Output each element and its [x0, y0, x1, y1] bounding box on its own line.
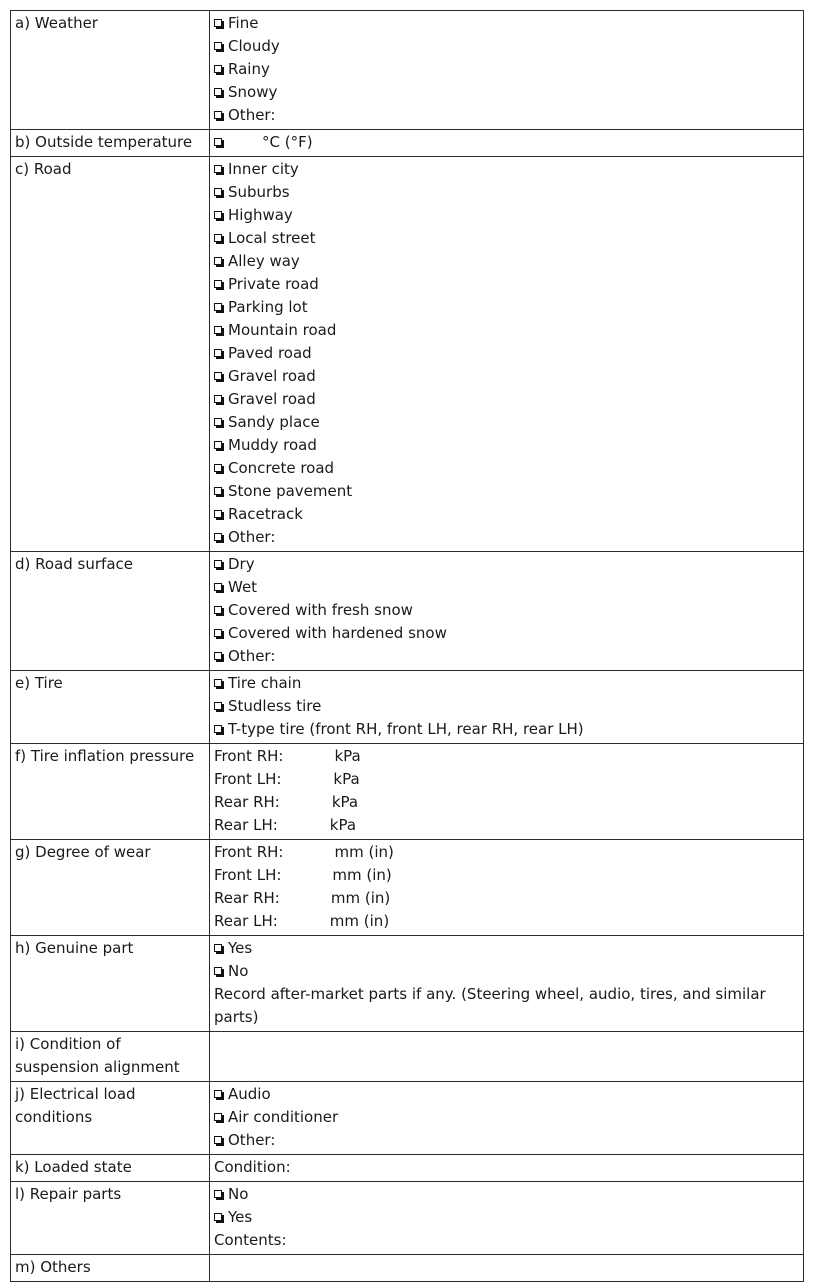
checkbox-icon[interactable]: [214, 967, 222, 975]
checkbox-icon[interactable]: [214, 111, 222, 119]
row-fields: [210, 840, 804, 936]
checkbox-option[interactable]: Gravel road: [214, 388, 799, 411]
row-value-empty[interactable]: [210, 1032, 804, 1082]
row-options: [210, 1182, 804, 1255]
checkbox-option[interactable]: Other:: [214, 645, 799, 668]
row-loaded-state: [11, 1155, 804, 1182]
checkbox-option[interactable]: Concrete road: [214, 457, 799, 480]
checkbox-icon[interactable]: [214, 19, 222, 27]
checkbox-option[interactable]: Studless tire: [214, 695, 799, 718]
row-options: [210, 552, 804, 671]
checkbox-icon[interactable]: [214, 1213, 222, 1221]
wear-field[interactable]: Rear LH: mm (in): [214, 912, 390, 930]
checkbox-icon[interactable]: [214, 1090, 222, 1098]
checkbox-option[interactable]: Fine: [214, 12, 799, 35]
checkbox-option[interactable]: Highway: [214, 204, 799, 227]
checkbox-icon[interactable]: [214, 303, 222, 311]
checkbox-option[interactable]: No: [214, 1183, 799, 1206]
row-label: g) Degree of wear: [11, 840, 210, 936]
inspection-table: [10, 10, 804, 1282]
row-label: i) Condition of suspension alignment: [11, 1032, 210, 1082]
wear-field[interactable]: Front RH: mm (in): [214, 843, 394, 861]
row-repair-parts: [11, 1182, 804, 1255]
checkbox-option[interactable]: Dry: [214, 553, 799, 576]
checkbox-option[interactable]: Alley way: [214, 250, 799, 273]
row-label: a) Weather: [11, 11, 210, 130]
checkbox-option[interactable]: Other:: [214, 104, 799, 127]
checkbox-option[interactable]: Muddy road: [214, 434, 799, 457]
checkbox-option[interactable]: Snowy: [214, 81, 799, 104]
checkbox-icon[interactable]: [214, 234, 222, 242]
checkbox-option[interactable]: Paved road: [214, 342, 799, 365]
row-outside-temperature: [11, 130, 804, 157]
row-value-empty[interactable]: [210, 1255, 804, 1282]
checkbox-icon[interactable]: [214, 418, 222, 426]
checkbox-icon[interactable]: [214, 702, 222, 710]
pressure-field[interactable]: Rear RH: kPa: [214, 793, 359, 811]
row-degree-of-wear: [11, 840, 804, 936]
row-options: [210, 157, 804, 552]
row-label: h) Genuine part: [11, 936, 210, 1032]
checkbox-icon[interactable]: [214, 1113, 222, 1121]
checkbox-icon[interactable]: [214, 606, 222, 614]
row-electrical-load: [11, 1082, 804, 1155]
row-label: l) Repair parts: [11, 1182, 210, 1255]
row-options: [210, 1082, 804, 1155]
checkbox-option[interactable]: Local street: [214, 227, 799, 250]
row-label: d) Road surface: [11, 552, 210, 671]
checkbox-option[interactable]: Wet: [214, 576, 799, 599]
pressure-field[interactable]: Front LH: kPa: [214, 770, 360, 788]
checkbox-icon[interactable]: [214, 211, 222, 219]
checkbox-icon[interactable]: [214, 487, 222, 495]
checkbox-icon[interactable]: [214, 326, 222, 334]
checkbox-icon[interactable]: [214, 533, 222, 541]
checkbox-icon[interactable]: [214, 1190, 222, 1198]
checkbox-option[interactable]: Yes: [214, 1206, 799, 1229]
row-others: [11, 1255, 804, 1282]
row-options: [210, 130, 804, 157]
row-road: [11, 157, 804, 552]
checkbox-option[interactable]: Mountain road: [214, 319, 799, 342]
row-options: [210, 936, 804, 1032]
checkbox-option[interactable]: Parking lot: [214, 296, 799, 319]
checkbox-icon[interactable]: [214, 464, 222, 472]
contents-field[interactable]: Contents:: [214, 1231, 287, 1249]
checkbox-icon[interactable]: [214, 188, 222, 196]
checkbox-option[interactable]: Cloudy: [214, 35, 799, 58]
row-tire-inflation-pressure: [11, 744, 804, 840]
row-options: [210, 671, 804, 744]
checkbox-option[interactable]: Other:: [214, 1129, 799, 1152]
after-market-note: Record after-market parts if any. (Steering wheel, audio, tires, and similar parts): [214, 985, 766, 1026]
checkbox-option[interactable]: Other:: [214, 526, 799, 549]
checkbox-icon[interactable]: [214, 349, 222, 357]
temperature-field[interactable]: [214, 131, 799, 154]
row-label: f) Tire inflation pressure: [11, 744, 210, 840]
checkbox-icon[interactable]: [214, 1136, 222, 1144]
checkbox-icon[interactable]: [214, 372, 222, 380]
checkbox-option[interactable]: Gravel road: [214, 365, 799, 388]
checkbox-option[interactable]: Covered with hardened snow: [214, 622, 799, 645]
checkbox-option[interactable]: Covered with fresh snow: [214, 599, 799, 622]
checkbox-icon[interactable]: [214, 725, 222, 733]
checkbox-option[interactable]: Suburbs: [214, 181, 799, 204]
checkbox-icon[interactable]: [214, 679, 222, 687]
row-label: j) Electrical load conditions: [11, 1082, 210, 1155]
checkbox-icon[interactable]: [214, 560, 222, 568]
checkbox-option[interactable]: Air conditioner: [214, 1106, 799, 1129]
checkbox-icon[interactable]: [214, 629, 222, 637]
checkbox-icon[interactable]: [214, 510, 222, 518]
checkbox-option[interactable]: No: [214, 960, 799, 983]
row-genuine-part: [11, 936, 804, 1032]
row-weather: [11, 11, 804, 130]
row-label: c) Road: [11, 157, 210, 552]
checkbox-icon[interactable]: [214, 65, 222, 73]
row-suspension-alignment: [11, 1032, 804, 1082]
pressure-field[interactable]: Rear LH: kPa: [214, 816, 357, 834]
row-road-surface: [11, 552, 804, 671]
checkbox-option[interactable]: T-type tire (front RH, front LH, rear RH, rear LH): [214, 718, 799, 741]
checkbox-option[interactable]: Inner city: [214, 158, 799, 181]
checkbox-icon[interactable]: [214, 42, 222, 50]
checkbox-icon[interactable]: [214, 165, 222, 173]
checkbox-option[interactable]: Racetrack: [214, 503, 799, 526]
row-options: [210, 11, 804, 130]
checkbox-icon[interactable]: [214, 138, 222, 146]
checkbox-option[interactable]: Private road: [214, 273, 799, 296]
condition-field[interactable]: Condition:: [214, 1158, 291, 1176]
row-label: m) Others: [11, 1255, 210, 1282]
pressure-field[interactable]: Front RH: kPa: [214, 747, 361, 765]
checkbox-icon[interactable]: [214, 583, 222, 591]
temperature-unit: °C (°F): [262, 133, 313, 151]
checkbox-icon[interactable]: [214, 88, 222, 96]
row-tire: [11, 671, 804, 744]
checkbox-option[interactable]: Audio: [214, 1083, 799, 1106]
checkbox-option[interactable]: Rainy: [214, 58, 799, 81]
checkbox-icon[interactable]: [214, 652, 222, 660]
wear-field[interactable]: Rear RH: mm (in): [214, 889, 391, 907]
row-label: b) Outside temperature: [11, 130, 210, 157]
checkbox-option[interactable]: Yes: [214, 937, 799, 960]
checkbox-icon[interactable]: [214, 395, 222, 403]
checkbox-option[interactable]: Tire chain: [214, 672, 799, 695]
row-value: [210, 1155, 804, 1182]
row-label: e) Tire: [11, 671, 210, 744]
checkbox-icon[interactable]: [214, 441, 222, 449]
wear-field[interactable]: Front LH: mm (in): [214, 866, 392, 884]
checkbox-icon[interactable]: [214, 944, 222, 952]
checkbox-option[interactable]: Sandy place: [214, 411, 799, 434]
checkbox-icon[interactable]: [214, 280, 222, 288]
row-fields: [210, 744, 804, 840]
checkbox-option[interactable]: Stone pavement: [214, 480, 799, 503]
row-label: k) Loaded state: [11, 1155, 210, 1182]
checkbox-icon[interactable]: [214, 257, 222, 265]
